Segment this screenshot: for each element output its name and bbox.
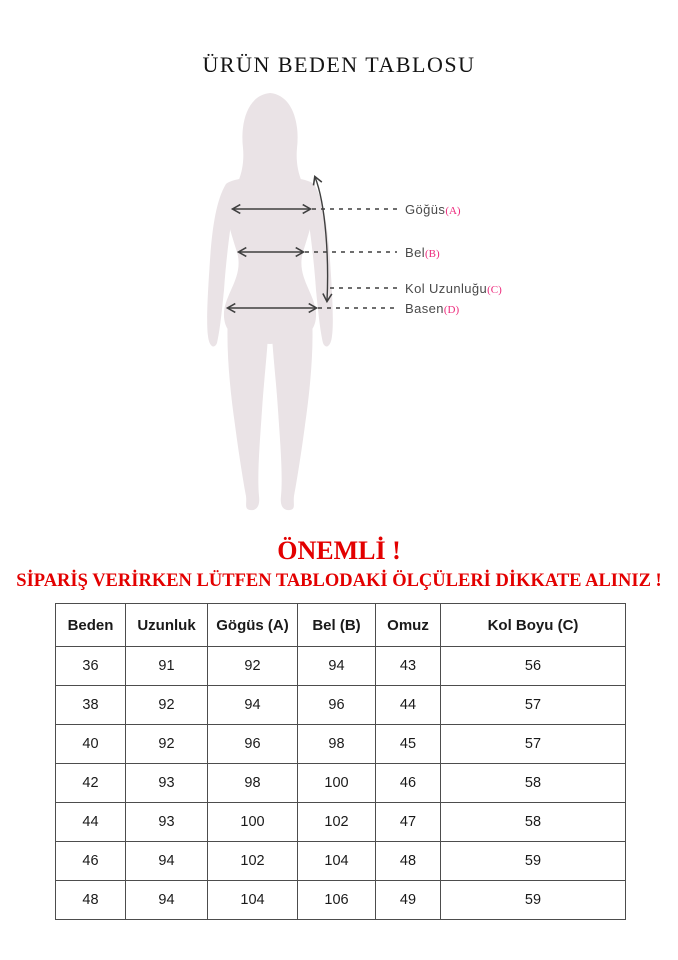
size-cell: 58 <box>441 764 626 803</box>
size-cell: 94 <box>126 842 208 881</box>
size-cell: 96 <box>208 725 298 764</box>
size-cell: 102 <box>208 842 298 881</box>
table-row <box>56 647 626 686</box>
header-beden: Beden <box>56 604 126 647</box>
size-cell: 94 <box>208 686 298 725</box>
size-cell: 57 <box>441 686 626 725</box>
size-cell: 92 <box>126 725 208 764</box>
size-cell: 59 <box>441 881 626 920</box>
size-cell: 42 <box>56 764 126 803</box>
important-subheading: SİPARİŞ VERİRKEN LÜTFEN TABLODAKİ ÖLÇÜLERİ DİKKATE ALINIZ ! <box>16 571 662 591</box>
size-cell: 100 <box>208 803 298 842</box>
label-waist-text: Bel <box>405 245 425 260</box>
size-cell: 48 <box>56 881 126 920</box>
table-row <box>56 803 626 842</box>
size-cell: 46 <box>56 842 126 881</box>
size-cell: 44 <box>56 803 126 842</box>
label-hip-text: Basen <box>405 301 444 316</box>
size-cell: 102 <box>298 803 376 842</box>
header-kol-boyu: Kol Boyu (C) <box>441 604 626 647</box>
page-title: ÜRÜN BEDEN TABLOSU <box>202 52 476 77</box>
size-cell: 92 <box>126 686 208 725</box>
label-chest <box>405 202 461 219</box>
size-cell: 36 <box>56 647 126 686</box>
table-row <box>56 881 626 920</box>
size-cell: 49 <box>376 881 441 920</box>
size-cell: 45 <box>376 725 441 764</box>
label-chest-letter: (A) <box>445 205 461 217</box>
label-sleeve-letter: (C) <box>487 284 502 296</box>
size-cell: 48 <box>376 842 441 881</box>
size-cell: 57 <box>441 725 626 764</box>
table-row <box>56 764 626 803</box>
label-chest-text: Göğüs <box>405 202 446 217</box>
size-table <box>55 603 626 920</box>
size-cell: 100 <box>298 764 376 803</box>
header-bel: Bel (B) <box>298 604 376 647</box>
size-cell: 91 <box>126 647 208 686</box>
header-omuz: Omuz <box>376 604 441 647</box>
size-cell: 104 <box>208 881 298 920</box>
table-header-row <box>56 604 626 647</box>
label-waist-letter: (B) <box>425 248 440 260</box>
size-cell: 96 <box>298 686 376 725</box>
size-cell: 58 <box>441 803 626 842</box>
label-waist <box>405 245 440 262</box>
table-row <box>56 842 626 881</box>
size-cell: 92 <box>208 647 298 686</box>
size-table-body <box>56 647 626 920</box>
important-heading: ÖNEMLİ ! <box>277 536 401 565</box>
label-hip-letter: (D) <box>443 304 460 316</box>
body-silhouette-diagram <box>140 80 410 520</box>
size-cell: 93 <box>126 803 208 842</box>
table-row <box>56 686 626 725</box>
size-cell: 43 <box>376 647 441 686</box>
size-cell: 94 <box>298 647 376 686</box>
label-hip <box>405 301 459 318</box>
size-cell: 40 <box>56 725 126 764</box>
size-cell: 93 <box>126 764 208 803</box>
size-cell: 94 <box>126 881 208 920</box>
size-cell: 44 <box>376 686 441 725</box>
label-sleeve <box>405 281 502 298</box>
size-cell: 38 <box>56 686 126 725</box>
table-row <box>56 725 626 764</box>
size-cell: 46 <box>376 764 441 803</box>
size-cell: 98 <box>298 725 376 764</box>
size-cell: 106 <box>298 881 376 920</box>
silhouette-figure <box>207 93 333 510</box>
size-cell: 98 <box>208 764 298 803</box>
header-gogus: Gögüs (A) <box>208 604 298 647</box>
size-cell: 104 <box>298 842 376 881</box>
size-cell: 47 <box>376 803 441 842</box>
header-uzunluk: Uzunluk <box>126 604 208 647</box>
size-cell: 59 <box>441 842 626 881</box>
size-cell: 56 <box>441 647 626 686</box>
label-sleeve-text: Kol Uzunluğu <box>405 281 488 296</box>
